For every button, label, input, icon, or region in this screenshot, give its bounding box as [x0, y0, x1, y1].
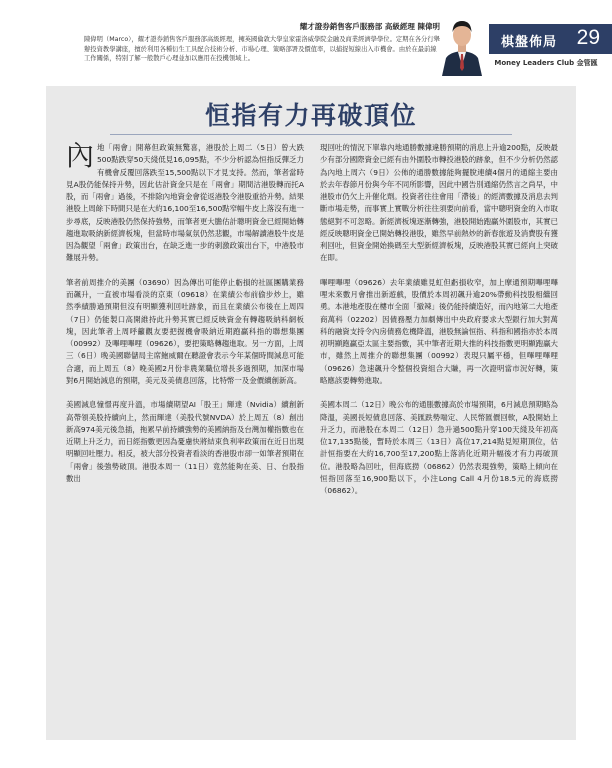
paragraph: 嗶哩嗶哩（09626）去年業績雖見虹但虧損收窄，加上摩通預期嗶哩嗶哩未來數月會推出新遊戲，股價於本周初飆升逾20%帶動科技股相繼回勇。本港地產股在樓市全面「撤辣」後仍能持續造好，而內地第二大地產商萬科（02202）因債務壓力加劇傳出中央政府要求大型銀行加大對萬科的融資支持令內房債務危機降溫，港股無論恒指、科指和國指亦於本周初明顯跑贏亞太區主要指數，其中筆者近期大推的科技指數更明顯跑贏大市，雖然上周推介的聯想集團（00992）表現只屬平穩，但嗶哩嗶哩（09626）急速飆升令整個投資組合大賺，再一次證明當市況好轉，策略應該要轉勢進取。	[320, 277, 558, 385]
club-name: Money Leaders Club 金管匯	[494, 59, 598, 67]
column-name: 棋盤佈局	[501, 35, 558, 50]
author-bio: 陳偉明（Marco），耀才證券銷售客戶服務部高級經理，擁英國倫敦大學皇家霍洛威學院金融及商業經濟學學位。定期在各分行舉辦投資教學講座，擅於利用各種衍生工具配合技術分析、市場心理、策略部署及價值率，以捕捉短線出入市機會。由於在最前線工作關係，特別了解一般散戶心理並加以應用在投機領域上。	[84, 36, 440, 63]
paragraph: 美國減息憧憬再度升溫，市場續期望AI「股王」輝達（Nvidia）續創新高帶領美股持續向上，然而輝達（美股代號NVDA）於上周五（8）創出新高974美元後急插，拖累早前持續強勢的美國納指及台灣加權指數也在近期上升乏力，而日經指數更因為憂慮快將結束負利率政策而在近日出現明顯回吐壓力。相反，被大部分投資者看淡的香港股市卻一如筆者預期在「兩會」後強勢破頂。港股本周一（11日）竟然能夠在美、日、台股指數出	[66, 400, 304, 483]
paragraph: 美國本周二（12日）晚公布的通脹數據高於市場預期，6月減息預期略為降溫，美國長短債息回落、美匯跌勢喘定、人民幣匯價回軟，A股開始上升乏力，而港股在本周二（12日）急升過500點升穿100天綫及年初高位17,135點後，暫時於本周三（13日）高位17,214點見短期頂位，估計恒指要在大約16,700至17,200點上落消化近期升幅後才有力再破頂位。港股略為回吐，但海底撈（06862）仍然表現強勢，策略上傾向在恒指回落至16,900點以下，小注Long Call 4月份18.5元的海底撈（06862）。	[320, 400, 558, 495]
paragraph: 現回吐的情況下單靠內地通勝數據違勝預期的消息上升逾200點，反映最少有部分國際資金已經有由外圍股市轉投港股的跡象，但不少分析仍然認為內地上周六（9日）公佈的通勝數據能夠擺脫連續4個月的通縮主要由於去年春節月份與今年不同所影響，因此中國告別通縮仍然言之尚早，中港股市仍欠上升催化劑。投資者往往會用「滯後」的經濟數據及消息去判斷市場走勢，而事實上實戰分析往往須要向前看，當中聰明資金的入市取態絕對不可忽略。新經濟板塊逐漸轉強，港股開始跑贏外圍股市，其實已經反映聰明資金已開始轉投港股，雖然早前熱炒的新春旅遊及消費股有獲利回吐，但資金開始換碼至大型新經濟板塊，反映港股其實已經向上突破在即。	[320, 143, 558, 263]
page-number: 29	[576, 26, 600, 49]
page-header	[0, 0, 612, 86]
article-headline: 恒指有力再破頂位	[204, 101, 417, 130]
author-title: 耀才證券銷售客戶服務部 高級經理 陳偉明	[299, 22, 440, 31]
article-column-right	[320, 142, 558, 510]
headline-divider	[110, 134, 512, 135]
paragraph	[66, 139, 304, 265]
article-panel	[46, 86, 576, 740]
column-tag	[489, 24, 612, 54]
author-portrait-photo	[440, 14, 484, 76]
drop-cap: 內	[66, 139, 95, 172]
paragraph-text: 地「兩會」開幕但政策無驚喜，港股於上周二（5日）曾大跌500點跌穿50天綫低見16,095點，不少分析認為恒指反彈乏力有機會反覆回落跌至15,500點以下才見支持。然而，筆者當時見A股仍能保持升勢，因此估計資金只是在「兩會」期間沽港股轉而托A股，而「兩會」過後，不排除內地資金會從返港股令港股重拾升勢。結果港股上周餘下時間只是在大約16,100至16,500點窄幅牛皮上落沒有進一步尋底，反映港股仍然保持強勢，而筆者更大膽估計聰明資金已經開始轉趨進取吸納新經濟板塊，但當時市場氣氛仍然悲觀，市場解讀港股牛皮是因為觀望「兩會」政策出台，在缺乏進一步的刺激政策出台下，中港股市難展升勢。	[66, 143, 304, 263]
article-column-left	[66, 139, 304, 497]
paragraph: 筆者前周推介的美團（03690）因為傳出可能停止虧損的社區團購業務而飆升，一直被市場看淡的京東（09618）在業績公布前偷步炒上，雖然季績勝過預期但沒有明顯獲利回吐跡象，而且在業績公布後在上周四（7日）仍能製口高開維持此升勢其實已經反映資金有轉趨吸納科網板塊，因此筆者上周呼籲觀友要把握機會吸納近期跑贏科指的聯想集團（00992）及嗶哩嗶哩（09626），要把策略轉趨進取。另一方面，上周三（6日）晚美國聯儲局主席鮑威爾在聽證會表示今年某個時間減息可能合適，而上周五（8）晚美國2月份非農業職位增長多過預期，加深市場對6月開始減息的預期，美元及美債息回落，比特幣一及金價續創新高。	[66, 277, 304, 385]
